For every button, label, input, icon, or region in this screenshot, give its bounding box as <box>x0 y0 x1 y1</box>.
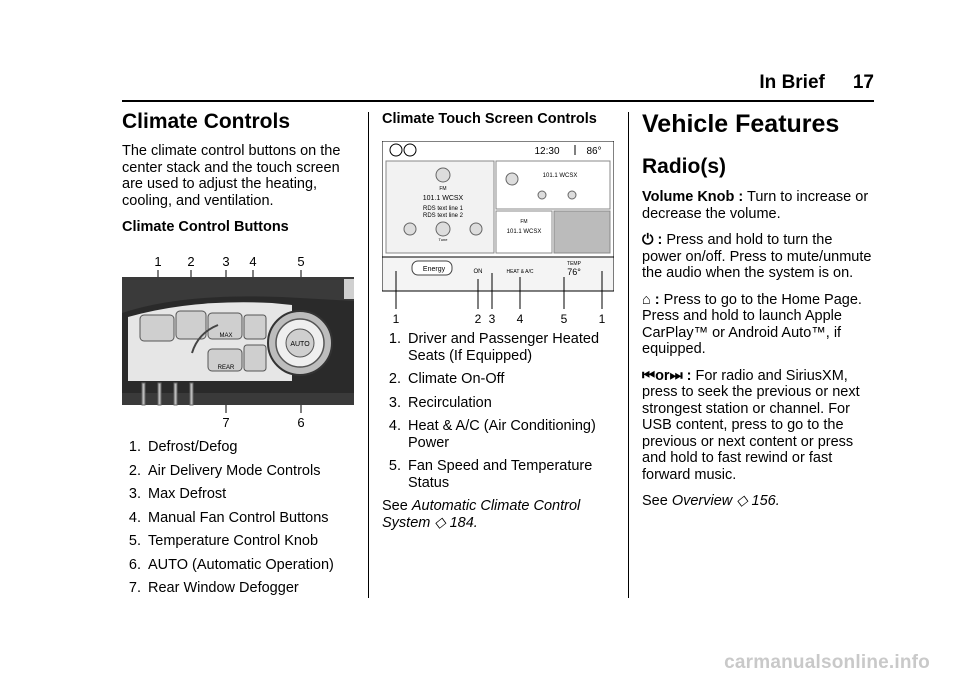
radios-heading: Radio(s) <box>642 155 726 178</box>
see-overview: See Overview ◇ 156. <box>642 493 780 509</box>
callout-5: 5 <box>297 254 305 269</box>
svg-text:TEMP: TEMP <box>567 261 581 267</box>
home-icon: ⌂ : <box>642 291 660 308</box>
header-text <box>759 72 874 94</box>
page-header <box>0 0 960 100</box>
page-number: 17 <box>852 72 874 93</box>
svg-text:4: 4 <box>516 312 524 326</box>
climate-buttons-list <box>122 439 354 597</box>
svg-text:REAR: REAR <box>217 365 235 371</box>
seek-back-icon: ⏮ <box>642 367 656 384</box>
volume-knob-text: Volume Knob : Turn to increase or decrease the volume. <box>642 189 869 222</box>
svg-text:101.1 WCSX: 101.1 WCSX <box>542 173 578 179</box>
touch-screen-figure <box>382 141 614 327</box>
list-item: 1. Driver and Passenger Heated Seats (If Equipped) <box>388 331 600 364</box>
svg-text:5: 5 <box>560 312 568 326</box>
power-text: ⏻ : Press and hold to turn the power on/off. Press to mute/unmute the audio when the system is on. <box>642 232 872 281</box>
climate-buttons-figure <box>122 243 354 433</box>
callout-6: 6 <box>297 415 305 430</box>
vehicle-features-heading: Vehicle Features <box>642 110 840 138</box>
list-item: 3. Recirculation <box>388 394 492 411</box>
column-divider-1 <box>368 112 369 598</box>
column-divider-2 <box>628 112 629 598</box>
list-item: 2. Air Delivery Mode Controls <box>128 462 321 479</box>
list-item: 3. Max Defrost <box>128 486 227 502</box>
climate-buttons-caption: Climate Control Buttons <box>122 219 289 235</box>
svg-text:AUTO: AUTO <box>290 341 310 348</box>
see-link-overview[interactable]: Overview <box>671 493 733 509</box>
svg-text:101.1 WCSX: 101.1 WCSX <box>506 229 542 235</box>
header-rule <box>122 100 874 102</box>
column-climate-controls <box>122 106 354 604</box>
section-title: In Brief <box>759 72 825 93</box>
list-item: 2. Climate On-Off <box>388 371 505 387</box>
list-item: 6. AUTO (Automatic Operation) <box>128 556 334 573</box>
svg-text:1: 1 <box>392 312 400 326</box>
touch-screen-caption: Climate Touch Screen Controls <box>382 111 597 127</box>
svg-text:FM: FM <box>439 186 447 192</box>
home-text: ⌂ : Press to go to the Home Page. Press and hold to launch Apple CarPlay™ or Android Auto™, if equipped. <box>642 291 862 357</box>
column-touch-screen <box>382 106 614 541</box>
svg-text:RDS text line 1: RDS text line 1 <box>422 206 464 212</box>
svg-text:86°: 86° <box>586 146 602 157</box>
svg-text:ON: ON <box>473 269 483 275</box>
svg-text:76°: 76° <box>567 267 581 277</box>
svg-text:Energy: Energy <box>422 266 446 273</box>
power-icon: ⏻ : <box>642 232 663 248</box>
callout-1: 1 <box>154 254 162 269</box>
svg-text:Tune: Tune <box>438 237 448 242</box>
list-item: 4. Manual Fan Control Buttons <box>128 509 329 526</box>
climate-intro: The climate control buttons on the center stack and the touch screen are used to adjust the heating, cooling, and ventilation. <box>122 143 341 209</box>
seek-forward-icon: ⏭ : <box>669 367 692 384</box>
svg-text:3: 3 <box>488 312 496 326</box>
see-reference: See Automatic Climate Control System ◇ 184. <box>382 498 581 531</box>
column-vehicle-features <box>642 106 874 520</box>
callout-2: 2 <box>187 254 195 269</box>
svg-text:RDS text line 2: RDS text line 2 <box>422 213 464 219</box>
svg-text:1: 1 <box>598 312 606 326</box>
svg-text:MAX: MAX <box>219 333 233 339</box>
touch-screen-list <box>382 331 614 491</box>
list-item: 1. Defrost/Defog <box>128 439 238 455</box>
list-item: 5. Temperature Control Knob <box>128 533 319 549</box>
svg-text:2: 2 <box>474 312 482 326</box>
see-link-automatic-climate[interactable]: Automatic Climate Control System <box>382 498 581 531</box>
svg-text:FM: FM <box>520 219 528 225</box>
svg-text:HEAT & A/C: HEAT & A/C <box>506 269 534 275</box>
list-item: 4. Heat & A/C (Air Conditioning) Power <box>388 418 596 451</box>
callout-4: 4 <box>249 254 257 269</box>
callout-3: 3 <box>222 254 230 269</box>
see-page: 184. <box>449 514 478 531</box>
list-item: 5. Fan Speed and Temperature Status <box>388 458 593 491</box>
callout-7: 7 <box>222 415 230 430</box>
seek-text: ⏮or⏭ : For radio and SiriusXM, press to seek the previous or next strongest station or channel. For USB content, press to go to the previous or next content or press and hold to fast rewind or fast forward music. <box>642 367 860 483</box>
svg-text:101.1 WCSX: 101.1 WCSX <box>422 195 464 202</box>
list-item: 7. Rear Window Defogger <box>128 580 299 596</box>
climate-controls-heading: Climate Controls <box>122 110 291 133</box>
watermark: carmanualsonline.info <box>724 652 930 673</box>
svg-text:12:30: 12:30 <box>534 146 560 157</box>
